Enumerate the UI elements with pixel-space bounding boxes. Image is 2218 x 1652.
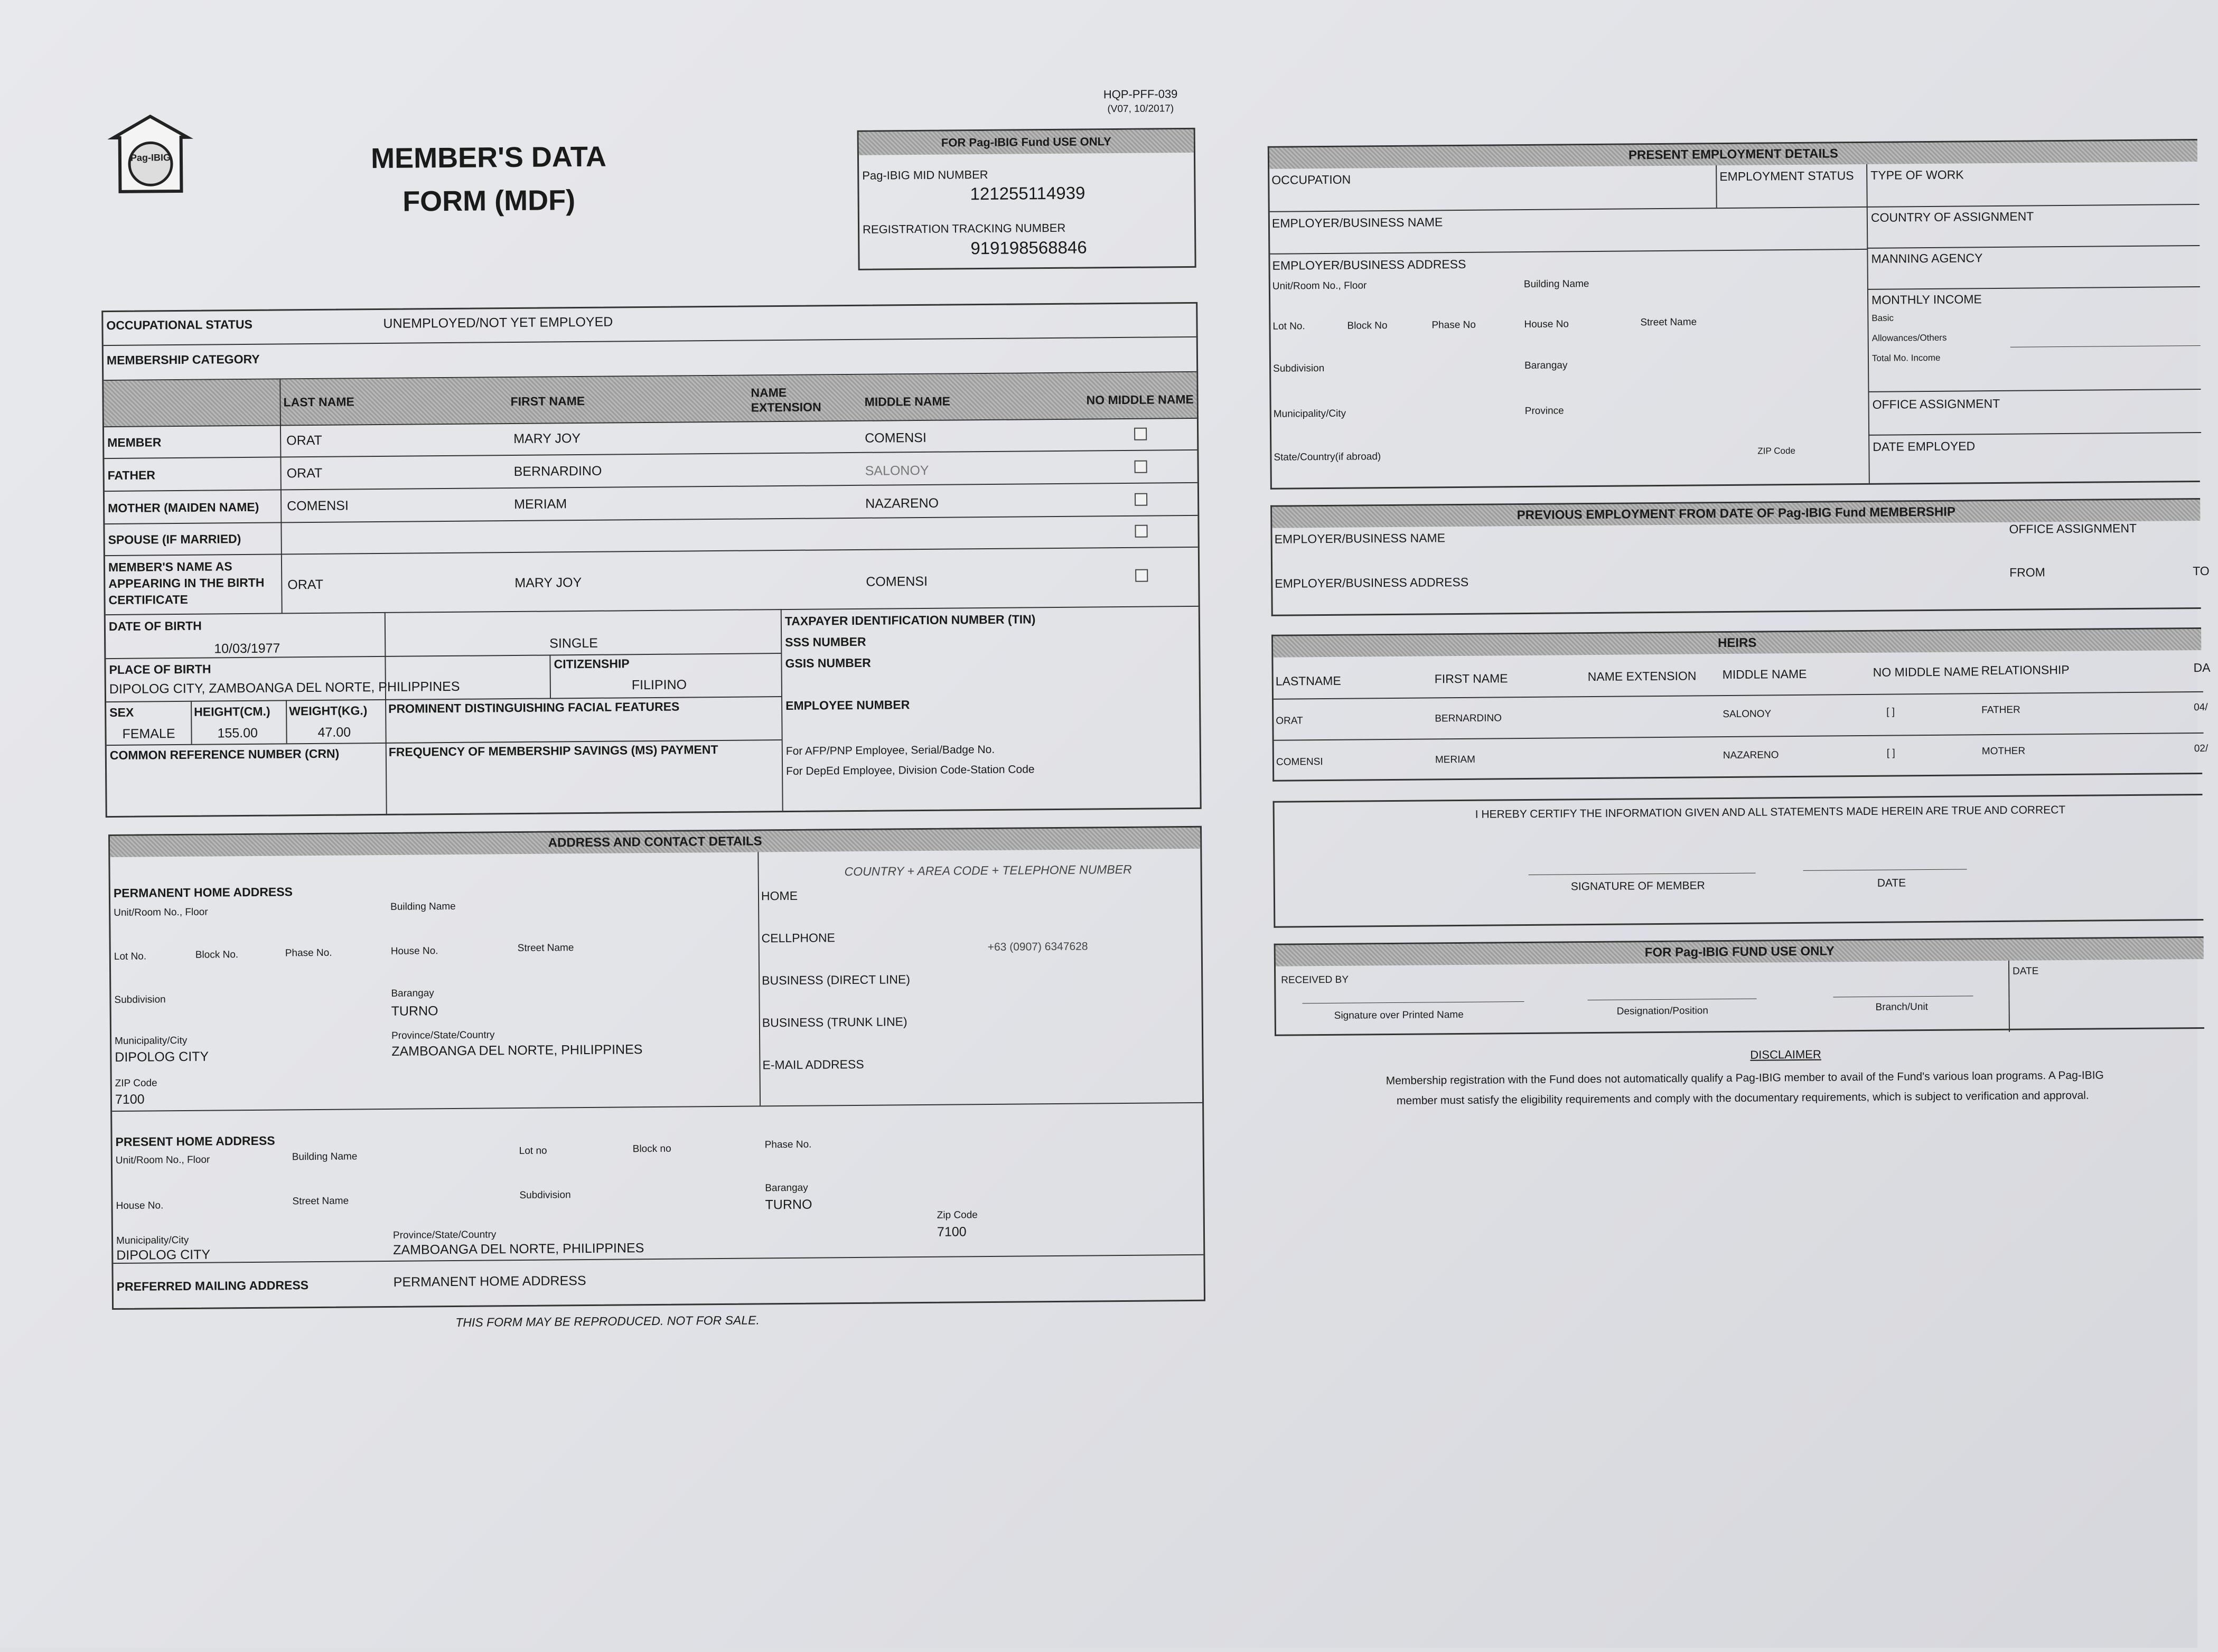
perm-zip-label: ZIP Code — [115, 1077, 157, 1089]
form-version: (V07, 10/2017) — [1107, 103, 1174, 115]
deped-label: For DepEd Employee, Division Code-Station Code — [786, 763, 1035, 777]
address-block — [108, 826, 1205, 1310]
spouse-no-middle-checkbox[interactable] — [1135, 525, 1147, 538]
ms-payment-label: FREQUENCY OF MEMBERSHIP SAVINGS (MS) PAYMENT — [388, 742, 718, 759]
form-page-left — [76, 0, 1229, 1652]
heir1-date: 04/ — [2194, 701, 2208, 714]
total-income-label: Total Mo. Income — [1871, 352, 1941, 363]
fund-use-bottom-block — [1274, 936, 2204, 1036]
emp-phase-label: Phase No — [1431, 319, 1476, 331]
weight-label: WEIGHT(KG.) — [289, 703, 368, 718]
form-page-right — [1253, 0, 2211, 1651]
heir1-middle: SALONOY — [1723, 708, 1772, 720]
mother-no-middle-checkbox[interactable] — [1135, 493, 1147, 506]
prev-from-label: FROM — [2009, 565, 2045, 579]
facial-features-label: PROMINENT DISTINGUISHING FACIAL FEATURES — [388, 699, 680, 716]
father-first-name: BERNARDINO — [513, 463, 602, 480]
member-first-name: MARY JOY — [513, 431, 581, 447]
fund-date-label: DATE — [2013, 965, 2039, 977]
allowances-label: Allowances/Others — [1871, 332, 1947, 343]
rtn-value: 919198568846 — [970, 237, 1087, 258]
mid-number-label: Pag-IBIG MID NUMBER — [862, 167, 988, 182]
present-zip-label: Zip Code — [937, 1209, 978, 1221]
permanent-address-title: PERMANENT HOME ADDRESS — [113, 885, 293, 900]
contact-header: COUNTRY + AREA CODE + TELEPHONE NUMBER — [844, 862, 1132, 879]
dob-value: 10/03/1977 — [214, 641, 280, 656]
heir1-relationship: FATHER — [1981, 704, 2020, 716]
type-of-work-label: TYPE OF WORK — [1870, 167, 1964, 182]
previous-employment-header: PREVIOUS EMPLOYMENT FROM DATE OF Pag-IBIG Fund MEMBERSHIP — [1272, 500, 2200, 528]
fund-use-header: FOR Pag-IBIG Fund USE ONLY — [859, 129, 1194, 155]
designation-label: Designation/Position — [1616, 1005, 1708, 1017]
heir2-middle: NAZARENO — [1723, 749, 1779, 762]
dob-label: DATE OF BIRTH — [108, 618, 202, 634]
present-employment-block — [1268, 139, 2200, 490]
present-building-label: Building Name — [292, 1151, 358, 1163]
emp-province-label: Province — [1524, 405, 1564, 417]
reproduce-note: THIS FORM MAY BE REPRODUCED. NOT FOR SALE. — [455, 1313, 760, 1329]
present-barangay-value: TURNO — [765, 1197, 812, 1213]
heirs-col-extension: NAME EXTENSION — [1587, 669, 1697, 684]
cellphone-label: CELLPHONE — [761, 931, 836, 945]
row-label-birth-cert: MEMBER'S NAME AS APPEARING IN THE BIRTH CERTIFICATE — [108, 559, 265, 607]
business-trunk-label: BUSINESS (TRUNK LINE) — [762, 1015, 907, 1030]
height-value: 155.00 — [217, 725, 258, 741]
heirs-col-firstname: FIRST NAME — [1434, 671, 1508, 686]
citizenship-label: CITIZENSHIP — [554, 656, 630, 671]
father-middle-name: SALONOY — [865, 463, 929, 478]
sex-label: SEX — [109, 705, 134, 720]
signature-of-member-label: SIGNATURE OF MEMBER — [1570, 879, 1705, 893]
email-label: E-MAIL ADDRESS — [762, 1057, 864, 1072]
marital-status-value: SINGLE — [549, 635, 598, 651]
heirs-col-relationship: RELATIONSHIP — [1981, 662, 2070, 678]
pob-label: PLACE OF BIRTH — [109, 662, 211, 677]
employment-status-label: EMPLOYMENT STATUS — [1719, 168, 1854, 184]
mid-number-value: 121255114939 — [970, 183, 1085, 204]
emp-barangay-label: Barangay — [1524, 360, 1568, 372]
gsis-label: GSIS NUMBER — [785, 655, 871, 670]
home-phone-label: HOME — [761, 888, 798, 903]
signature-printed-name-label: Signature over Printed Name — [1334, 1009, 1464, 1021]
present-phase-label: Phase No. — [764, 1139, 812, 1151]
perm-building-label: Building Name — [390, 900, 456, 913]
present-subdivision-label: Subdivision — [519, 1189, 571, 1201]
mailing-address-value: PERMANENT HOME ADDRESS — [393, 1273, 586, 1290]
sss-label: SSS NUMBER — [785, 634, 866, 649]
received-by-label: RECEIVED BY — [1281, 974, 1349, 986]
manning-agency-label: MANNING AGENCY — [1871, 251, 1983, 266]
prev-to-label: TO — [2193, 564, 2210, 578]
heirs-col-nomiddle: NO MIDDLE NAME — [1873, 664, 1979, 679]
present-zip-value: 7100 — [937, 1224, 967, 1240]
office-assignment-label: OFFICE ASSIGNMENT — [1872, 396, 2000, 411]
father-no-middle-checkbox[interactable] — [1135, 461, 1147, 473]
heir2-last: COMENSI — [1276, 756, 1323, 768]
birthcert-last-name: ORAT — [287, 577, 324, 593]
present-barangay-label: Barangay — [765, 1182, 808, 1194]
perm-lot-label: Lot No. — [114, 951, 147, 962]
employer-name-label: EMPLOYER/BUSINESS NAME — [1271, 215, 1443, 230]
perm-barangay-label: Barangay — [391, 988, 434, 999]
form-code: HQP-PFF-039 — [1103, 87, 1178, 101]
birthcert-middle-name: COMENSI — [866, 574, 928, 589]
pag-ibig-logo — [108, 112, 193, 197]
heir2-first: MERIAM — [1435, 754, 1476, 766]
certify-date-label: DATE — [1877, 877, 1906, 889]
present-municipality-value: DIPOLOG CITY — [116, 1247, 211, 1263]
perm-municipality-value: DIPOLOG CITY — [115, 1049, 209, 1065]
emp-lot-label: Lot No. — [1272, 321, 1305, 332]
member-middle-name: COMENSI — [865, 430, 926, 446]
row-label-mother: MOTHER (MAIDEN NAME) — [108, 500, 259, 515]
present-municipality-label: Municipality/City — [116, 1234, 189, 1246]
perm-street-label: Street Name — [517, 942, 574, 954]
heirs-col-middlename: MIDDLE NAME — [1722, 667, 1807, 682]
heir2-relationship: MOTHER — [1981, 745, 2026, 757]
emp-street-label: Street Name — [1640, 316, 1697, 328]
present-lot-label: Lot no — [519, 1145, 547, 1157]
heir2-date: 02/ — [2194, 743, 2208, 755]
business-direct-label: BUSINESS (DIRECT LINE) — [762, 972, 911, 988]
present-address-title: PRESENT HOME ADDRESS — [115, 1133, 275, 1149]
rtn-label: REGISTRATION TRACKING NUMBER — [862, 221, 1066, 236]
heir1-last: ORAT — [1276, 715, 1303, 727]
weight-value: 47.00 — [317, 725, 351, 740]
prev-office-assignment-label: OFFICE ASSIGNMENT — [2009, 521, 2137, 536]
emp-state-label: State/Country(if abroad) — [1274, 451, 1381, 463]
present-province-label: Province/State/Country — [392, 1229, 497, 1241]
heirs-col-date: DA — [2193, 660, 2211, 675]
emp-unit-label: Unit/Room No., Floor — [1272, 280, 1367, 292]
certify-statement: I HEREBY CERTIFY THE INFORMATION GIVEN AND ALL STATEMENTS MADE HEREIN ARE TRUE AND CORRECT — [1475, 803, 2066, 821]
prev-employer-address-label: EMPLOYER/BUSINESS ADDRESS — [1275, 575, 1469, 590]
heir1-first: BERNARDINO — [1435, 712, 1502, 725]
heir1-nomiddle-checkbox[interactable]: [ ] — [1886, 706, 1895, 718]
emp-building-label: Building Name — [1523, 278, 1589, 290]
afp-pnp-label: For AFP/PNP Employee, Serial/Badge No. — [785, 743, 995, 757]
emp-municipality-label: Municipality/City — [1273, 408, 1346, 420]
heir2-nomiddle-checkbox[interactable]: [ ] — [1886, 747, 1895, 759]
perm-zip-value: 7100 — [115, 1092, 145, 1107]
emp-zip-label: ZIP Code — [1757, 445, 1795, 456]
pob-value: DIPOLOG CITY, ZAMBOANGA DEL NORTE, PHILIPPINES — [109, 679, 460, 697]
disclaimer-line2: member must satisfy the eligibility requirements and comply with the documentary requirements, which is subject to verification and approval. — [1396, 1089, 2089, 1107]
basic-income-label: Basic — [1871, 313, 1894, 323]
citizenship-value: FILIPINO — [631, 677, 687, 693]
emp-block-label: Block No — [1347, 320, 1388, 332]
crn-label: COMMON REFERENCE NUMBER (CRN) — [109, 746, 340, 763]
prev-employer-name-label: EMPLOYER/BUSINESS NAME — [1274, 531, 1446, 546]
col-first-name: FIRST NAME — [510, 393, 585, 409]
col-name-extension: NAME EXTENSION — [751, 385, 821, 415]
present-province-value: ZAMBOANGA DEL NORTE, PHILIPPINES — [393, 1241, 644, 1257]
perm-block-label: Block No. — [195, 949, 239, 961]
disclaimer-title: DISCLAIMER — [1750, 1047, 1821, 1062]
form-title-line1: MEMBER'S DATA — [370, 140, 607, 175]
present-street-label: Street Name — [292, 1195, 349, 1207]
heirs-col-lastname: LASTNAME — [1275, 673, 1341, 688]
row-label-father: FATHER — [107, 468, 156, 483]
employer-address-label: EMPLOYER/BUSINESS ADDRESS — [1272, 257, 1466, 273]
present-employment-header: PRESENT EMPLOYMENT DETAILS — [1269, 140, 2197, 169]
col-middle-name: MIDDLE NAME — [864, 394, 951, 409]
perm-house-label: House No. — [390, 945, 438, 957]
perm-province-value: ZAMBOANGA DEL NORTE, PHILIPPINES — [391, 1042, 643, 1059]
membership-category-label: MEMBERSHIP CATEGORY — [106, 352, 260, 368]
present-block-label: Block no — [632, 1143, 671, 1155]
perm-municipality-label: Municipality/City — [115, 1035, 188, 1047]
certification-block — [1273, 794, 2204, 928]
perm-phase-label: Phase No. — [285, 947, 332, 959]
disclaimer-line1: Membership registration with the Fund does not automatically qualify a Pag-IBIG member to avail of the Fund's various loan programs. A Pag-IBIG — [1386, 1069, 2104, 1087]
perm-barangay-value: TURNO — [391, 1003, 438, 1019]
perm-subdivision-label: Subdivision — [114, 994, 166, 1006]
occupation-label: OCCUPATION — [1271, 172, 1351, 187]
sex-value: FEMALE — [122, 726, 175, 741]
mailing-address-label: PREFERRED MAILING ADDRESS — [116, 1278, 309, 1293]
perm-province-label: Province/State/Country — [391, 1029, 495, 1041]
mother-last-name: COMENSI — [287, 498, 349, 514]
form-title-line2: FORM (MDF) — [402, 184, 576, 218]
mother-first-name: MERIAM — [514, 496, 567, 512]
logo-text: Pag-IBIG — [130, 152, 171, 163]
cellphone-value: +63 (0907) 6347628 — [987, 940, 1088, 954]
row-label-spouse: SPOUSE (IF MARRIED) — [108, 532, 241, 547]
col-last-name: LAST NAME — [283, 395, 354, 409]
member-last-name: ORAT — [286, 433, 322, 448]
branch-unit-label: Branch/Unit — [1875, 1001, 1928, 1013]
occupational-status-label: OCCUPATIONAL STATUS — [106, 317, 252, 333]
height-label: HEIGHT(CM.) — [194, 704, 270, 719]
fund-use-bottom-header: FOR Pag-IBIG FUND USE ONLY — [1276, 938, 2204, 966]
employee-number-label: EMPLOYEE NUMBER — [785, 698, 910, 712]
tin-label: TAXPAYER IDENTIFICATION NUMBER (TIN) — [784, 612, 1036, 628]
row-label-member: MEMBER — [107, 435, 162, 450]
country-assignment-label: COUNTRY OF ASSIGNMENT — [1870, 209, 2034, 224]
emp-subdivision-label: Subdivision — [1273, 362, 1325, 374]
heirs-block — [1271, 627, 2211, 782]
fund-use-box — [857, 128, 1196, 270]
member-no-middle-checkbox[interactable] — [1134, 428, 1147, 440]
emp-house-label: House No — [1524, 318, 1569, 331]
present-unit-label: Unit/Room No., Floor — [115, 1154, 210, 1166]
occupational-status-value: UNEMPLOYED/NOT YET EMPLOYED — [383, 314, 613, 331]
heirs-header: HEIRS — [1273, 629, 2201, 658]
present-house-label: House No. — [116, 1200, 164, 1212]
monthly-income-label: MONTHLY INCOME — [1871, 292, 1982, 307]
name-table-header — [104, 372, 1197, 426]
previous-employment-block — [1270, 498, 2210, 616]
mother-middle-name: NAZARENO — [865, 495, 939, 511]
col-no-middle-name: NO MIDDLE NAME — [1086, 392, 1194, 407]
perm-unit-label: Unit/Room No., Floor — [114, 906, 208, 918]
date-employed-label: DATE EMPLOYED — [1873, 439, 1976, 454]
birthcert-first-name: MARY JOY — [514, 575, 582, 591]
personal-data-block — [101, 302, 1201, 818]
birthcert-no-middle-checkbox[interactable] — [1135, 569, 1148, 582]
address-header: ADDRESS AND CONTACT DETAILS — [110, 828, 1200, 857]
father-last-name: ORAT — [286, 465, 323, 481]
